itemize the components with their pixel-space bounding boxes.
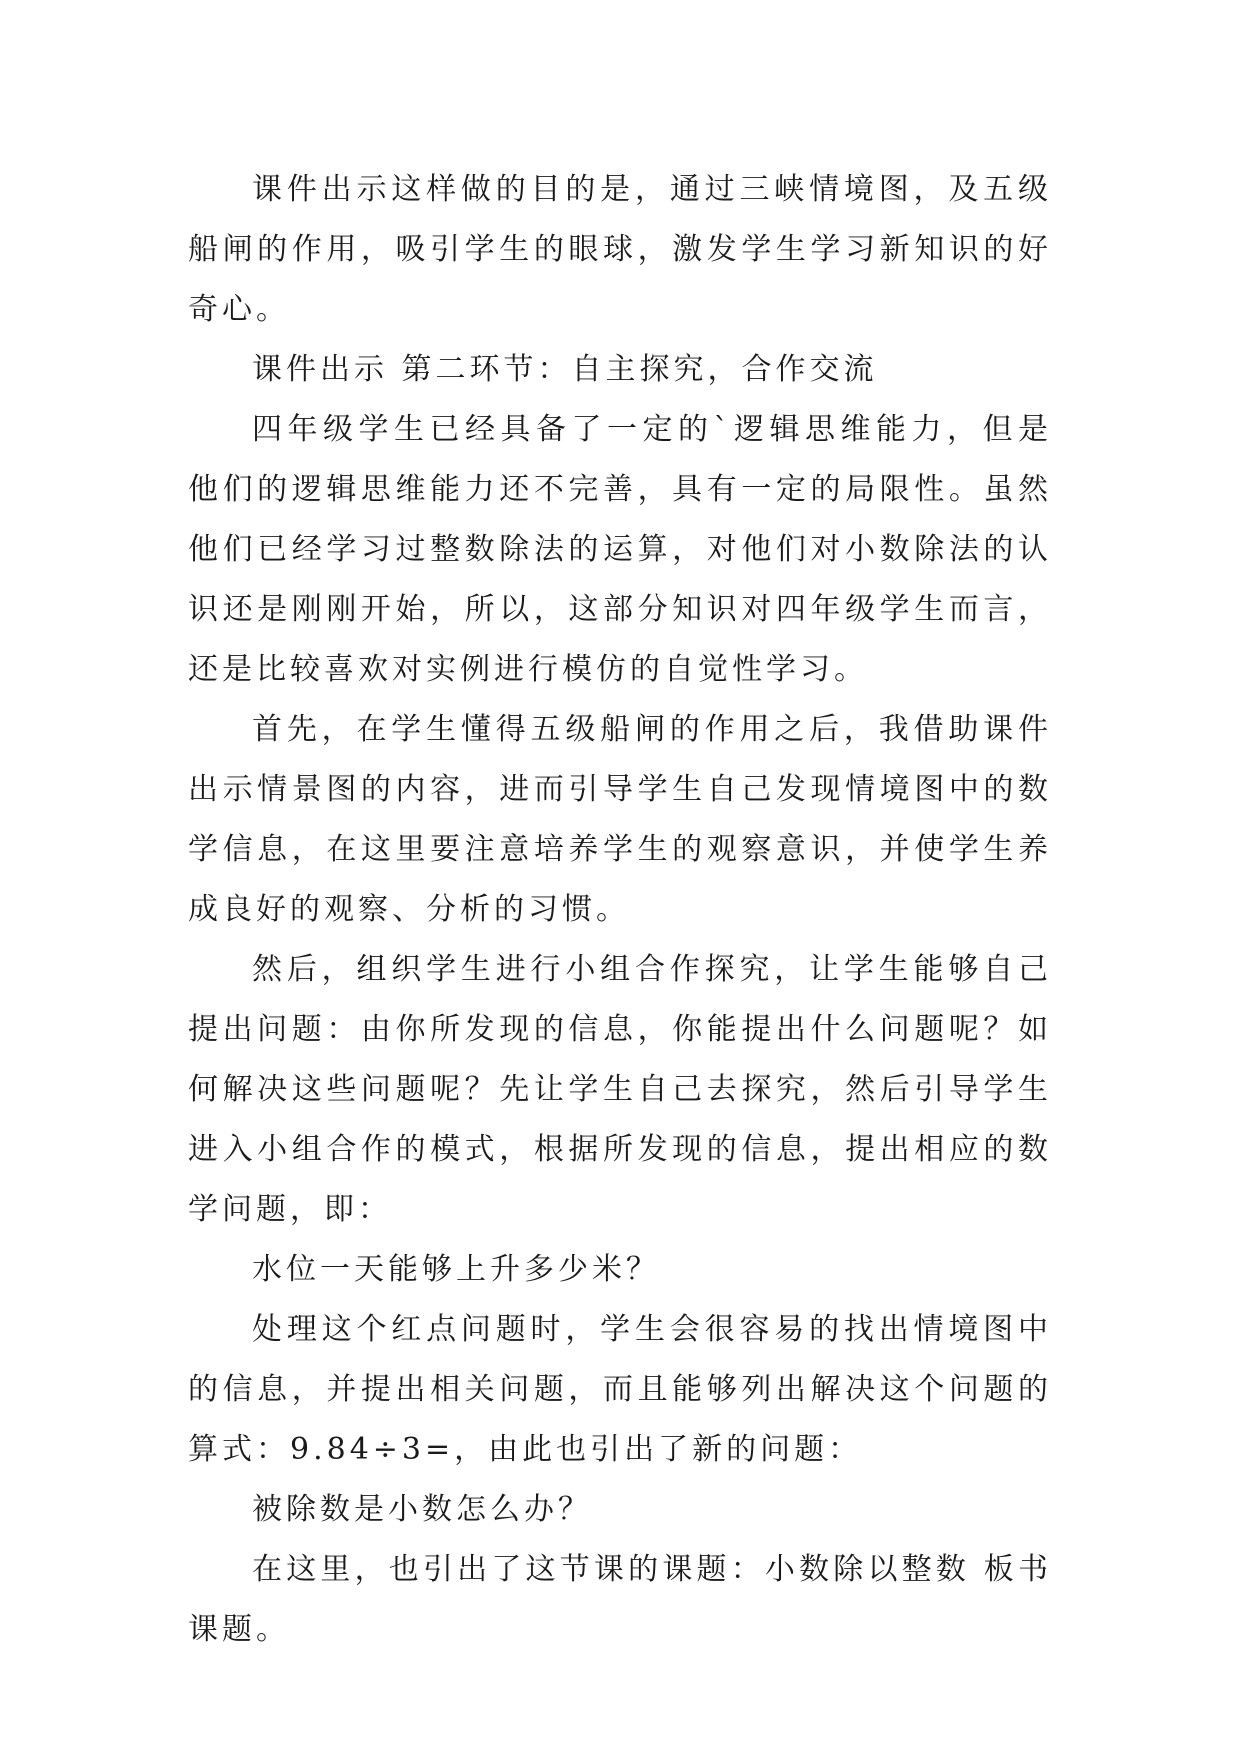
paragraph-9: 在这里，也引出了这节课的课题：小数除以整数 板书课题。	[188, 1552, 1052, 1647]
paragraph-3: 四年级学生已经具备了一定的`逻辑思维能力，但是他们的逻辑思维能力还不完善，具有一定的局限性。虽然他们已经学习过整数除法的运算，对他们对小数除法的认识还是刚刚开始，所以，这部分知识对四年级学生而言，还是比较喜欢对实例进行模仿的自觉性学习。	[188, 412, 1052, 687]
paragraph-6: 水位一天能够上升多少米？	[252, 1252, 660, 1287]
paragraph-4: 首先，在学生懂得五级船闸的作用之后，我借助课件出示情景图的内容，进而引导学生自己发现情境图中的数学信息，在这里要注意培养学生的观察意识，并使学生养成良好的观察、分析的习惯。	[188, 712, 1052, 927]
paragraph-7: 处理这个红点问题时，学生会很容易的找出情境图中的信息，并提出相关问题，而且能够列出解决这个问题的算式：9.84÷3=，由此也引出了新的问题：	[188, 1312, 1052, 1467]
paragraph-1: 课件出示这样做的目的是，通过三峡情境图，及五级船闸的作用，吸引学生的眼球，激发学生学习新知识的好奇心。	[188, 172, 1052, 327]
paragraph-8: 被除数是小数怎么办？	[252, 1492, 592, 1527]
paragraph-2: 课件出示 第二环节：自主探究，合作交流	[252, 352, 878, 387]
document-body	[188, 160, 1052, 1660]
paragraph-5: 然后，组织学生进行小组合作探究，让学生能够自己提出问题：由你所发现的信息，你能提出什么问题呢？如何解决这些问题呢？先让学生自己去探究，然后引导学生进入小组合作的模式，根据所发现的信息，提出相应的数学问题，即：	[188, 952, 1052, 1227]
